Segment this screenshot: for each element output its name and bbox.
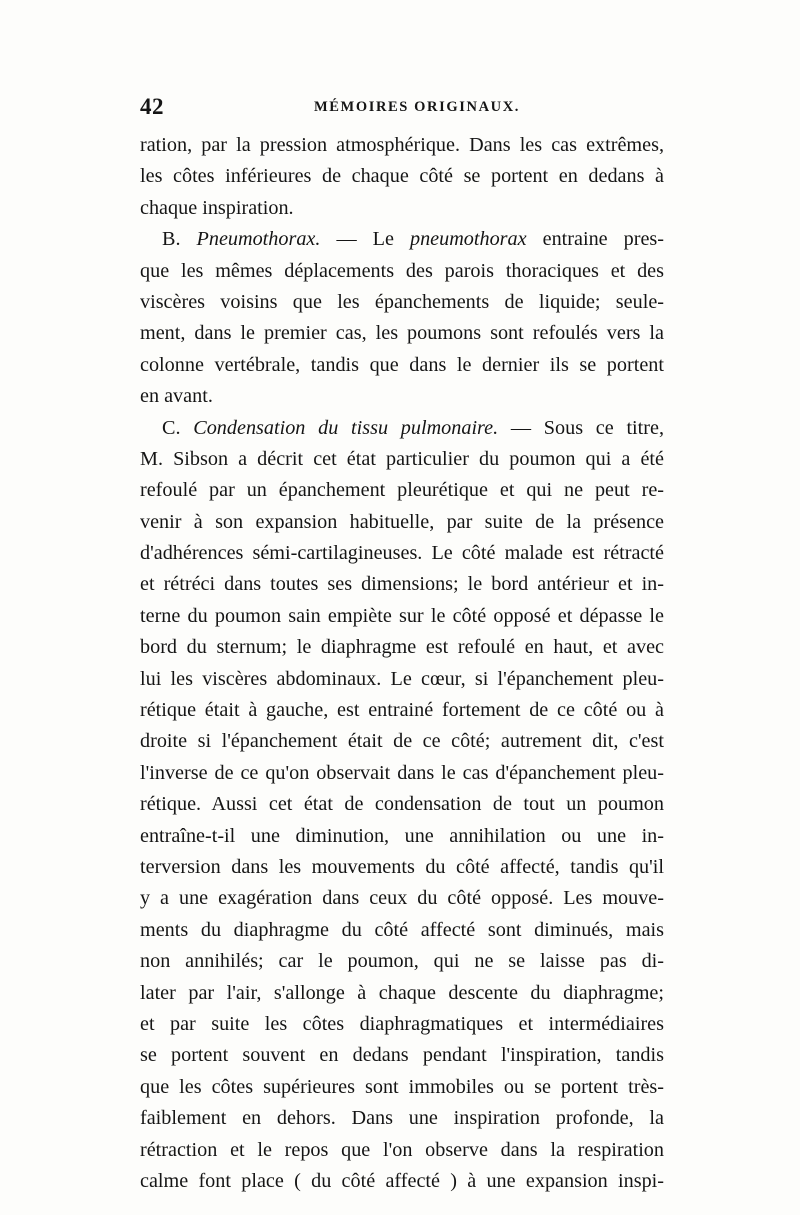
section-label: B. (162, 228, 181, 251)
text-line: chaque inspiration. (140, 196, 294, 219)
text-fragment: — Le (320, 228, 410, 251)
body-text (140, 130, 664, 1197)
text-line: terne du poumon sain empiète sur le côté opposé et dépasse le (140, 604, 664, 627)
page-header (140, 94, 664, 124)
text-line: droite si l'épanchement était de ce côté; autrement dit, c'est (140, 730, 664, 753)
page-number: 42 (140, 94, 164, 119)
text-line: non annihilés; car le poumon, qui ne se laisse pas di- (140, 950, 664, 973)
text-line: rétique. Aussi cet état de condensation de tout un poumon (140, 793, 664, 816)
text-line: et rétréci dans toutes ses dimensions; le bord antérieur et in- (140, 573, 664, 596)
text-line: refoulé par un épanchement pleurétique et qui ne peut re- (140, 479, 664, 502)
text-line: entraîne-t-il une diminution, une annihilation ou une in- (140, 824, 664, 847)
text-line: ment, dans le premier cas, les poumons sont refoulés vers la (140, 322, 664, 345)
running-title: MÉMOIRES ORIGINAUX. (313, 99, 521, 115)
text-line: et par suite les côtes diaphragmatiques et intermédiaires (140, 1012, 664, 1035)
text-line: M. Sibson a décrit cet état particulier du poumon qui a été (140, 447, 664, 470)
text-line: viscères voisins que les épanchements de liquide; seule- (140, 290, 664, 313)
text-line: bord du sternum; le diaphragme est refoulé en haut, et avec (140, 636, 664, 659)
text-line: faiblement en dehors. Dans une inspiration profonde, la (140, 1107, 664, 1130)
text-line: venir à son expansion habituelle, par suite de la présence (140, 510, 664, 533)
text-line: terversion dans les mouvements du côté affecté, tandis qu'il (140, 855, 664, 878)
text-line: se portent souvent en dedans pendant l'inspiration, tandis (140, 1044, 664, 1067)
section-heading-line (140, 224, 664, 255)
text-line: colonne vertébrale, tandis que dans le dernier ils se portent (140, 353, 664, 376)
text-line: les côtes inférieures de chaque côté se portent en dedans à (140, 165, 664, 188)
text-line: lui les viscères abdominaux. Le cœur, si l'épanchement pleu- (140, 667, 664, 690)
section-title: Condensation du tissu pulmonaire. (193, 416, 499, 439)
text-fragment: entraine pres- (526, 228, 664, 251)
section-heading-line (140, 413, 664, 444)
text-line: calme font place ( du côté affecté ) à une expansion inspi- (140, 1169, 664, 1192)
text-line: d'adhérences sémi-cartilagineuses. Le côté malade est rétracté (140, 542, 664, 565)
text-line: l'inverse de ce qu'on observait dans le cas d'épanchement pleu- (140, 761, 664, 784)
section-label: C. (162, 416, 181, 439)
text-line: rétique était à gauche, est entrainé fortement de ce côté ou à (140, 699, 664, 722)
text-line: rétraction et le repos que l'on observe dans la respiration (140, 1138, 664, 1161)
text-line: que les mêmes déplacements des parois thoraciques et des (140, 259, 664, 282)
text-line: y a une exagération dans ceux du côté opposé. Les mouve- (140, 887, 664, 910)
text-line: ration, par la pression atmosphérique. Dans les cas extrêmes, (140, 134, 664, 156)
text-line: ments du diaphragme du côté affecté sont diminués, mais (140, 918, 664, 941)
italic-term: pneumothorax (409, 228, 527, 251)
text-fragment: — Sous ce titre, (498, 416, 665, 439)
text-line: que les côtes supérieures sont immobiles ou se portent très- (140, 1075, 664, 1098)
text-line: later par l'air, s'allonge à chaque descente du diaphragme; (140, 981, 664, 1004)
section-title: Pneumothorax. (196, 228, 321, 251)
text-line: en avant. (140, 385, 213, 408)
